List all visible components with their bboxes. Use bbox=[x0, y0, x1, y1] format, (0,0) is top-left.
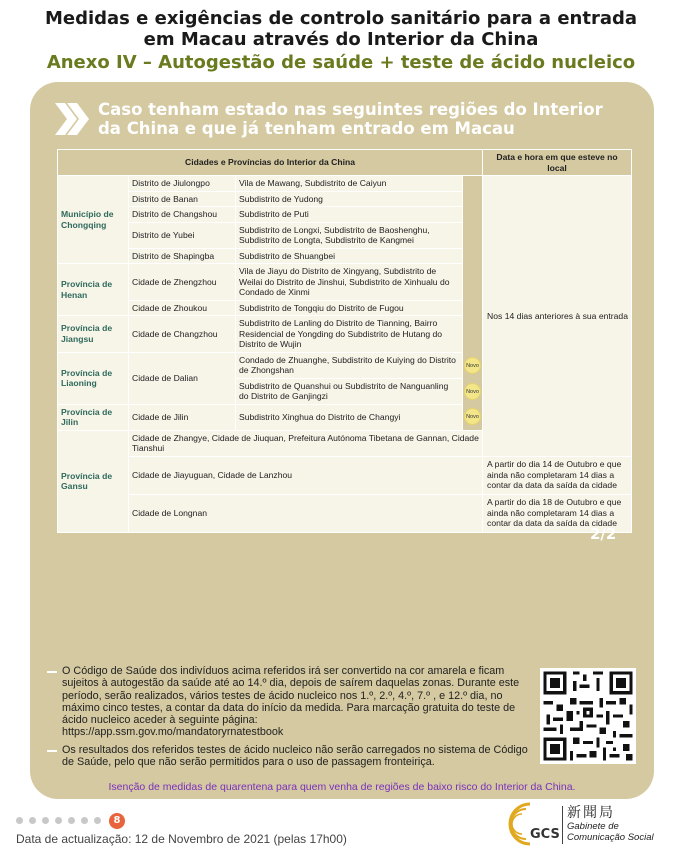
region-name: Província de Henan bbox=[58, 264, 129, 316]
district-cell: Distrito de Jiulongpo bbox=[129, 176, 236, 192]
logo-line2: Comunicação Social bbox=[567, 831, 654, 843]
update-date: Data de actualização: 12 de Novembro de 2021 (pelas 17h00) bbox=[16, 832, 347, 846]
subdistrict-cell: Subdistrito de Puti bbox=[236, 207, 463, 223]
notes bbox=[47, 665, 537, 773]
new-badge: Novo bbox=[464, 408, 481, 425]
badge-cell bbox=[463, 248, 483, 264]
table-row bbox=[58, 456, 632, 494]
district-cell: Cidade de Jiayuguan, Cidade de Lanzhou bbox=[129, 456, 483, 494]
page-number: 2/2 bbox=[590, 525, 617, 543]
page-title-line1: Medidas e exigências de controlo sanitário para a entrada bbox=[44, 8, 638, 29]
badge-cell bbox=[463, 222, 483, 248]
badge-cell bbox=[463, 300, 483, 316]
page-subtitle: Anexo IV – Autogestão de saúde + teste de ácido nucleico bbox=[46, 52, 636, 73]
page-title-line2: em Macau através do Interior da China bbox=[143, 29, 539, 50]
subdistrict-cell: Subdistrito de Shuangbei bbox=[236, 248, 463, 264]
subdistrict-cell: Condado de Zhuanghe, Subdistrito de Kuiying do Distrito de Zhongshan bbox=[236, 352, 463, 378]
table-header-row bbox=[58, 150, 632, 176]
district-cell: Cidade de Dalian bbox=[129, 352, 236, 404]
region-name: Província de Liaoning bbox=[58, 352, 129, 404]
section-title-line2: da China e que já tenham entrado em Macau bbox=[98, 119, 515, 138]
gcs-emblem-icon bbox=[500, 800, 560, 848]
page-dot[interactable] bbox=[29, 817, 36, 824]
logo-line1: Gabinete de bbox=[567, 821, 619, 832]
region-name: Província de Jiangsu bbox=[58, 316, 129, 353]
note-item bbox=[47, 665, 537, 739]
district-cell: Distrito de Banan bbox=[129, 191, 236, 207]
page-dot[interactable] bbox=[16, 817, 23, 824]
note1-text: O Código de Saúde dos indivíduos acima referidos irá ser convertido na cor amarela e ficam sujeitos à autogestão da saúde até ao 14.º dia, depois de saírem daquelas zonas. Durante este período, serão realizados, vários testes de ácido nucleico nos 1.º, 2.º, 4.º, 7.º , e 12.º dia, no máximo cinco testes, a contar da data do início da medida. Para marcação gratuita do teste de ácido nucleico aceder à seguinte página: bbox=[62, 665, 520, 727]
subdistrict-cell: Vila de Mawang, Subdistrito de Caiyun bbox=[236, 176, 463, 192]
page-dot[interactable] bbox=[42, 817, 49, 824]
badge-cell bbox=[463, 378, 483, 404]
page-dot-active[interactable]: 8 bbox=[109, 813, 125, 829]
subdistrict-cell: Vila de Jiayu do Distrito de Xingyang, Subdistrito de Weilai do Distrito de Jinshui, Subdistrito de Xinhualu do Condado de Xinmi bbox=[236, 264, 463, 301]
gcs-logo bbox=[500, 800, 676, 848]
badge-cell bbox=[463, 316, 483, 353]
subdistrict-cell: Subdistrito de Tongqiu do Distrito de Fugou bbox=[236, 300, 463, 316]
page-dot[interactable] bbox=[94, 817, 101, 824]
date-cell-main: Nos 14 dias anteriores à sua entrada bbox=[483, 176, 632, 457]
note2-text: Os resultados dos referidos testes de ácido nucleico não serão carregados no sistema de Código de Saúde, pelo que não serão permitidos para o uso de passagem fronteiriça. bbox=[62, 743, 528, 769]
district-cell: Cidade de Longnan bbox=[129, 494, 483, 532]
badge-cell bbox=[463, 352, 483, 378]
exemption-note: Isenção de medidas de quarentena para quem venha de regiões de baixo risco do Interior da China. bbox=[108, 781, 576, 793]
regions-table bbox=[57, 149, 632, 533]
district-cell: Distrito de Shapingba bbox=[129, 248, 236, 264]
note-item bbox=[47, 744, 537, 769]
subdistrict-cell: Subdistrito de Quanshui ou Subdistrito de Nanguanling do Distrito de Ganjingzi bbox=[236, 378, 463, 404]
booking-link[interactable]: https://app.ssm.gov.mo/mandatoryrnatestbook bbox=[62, 726, 284, 739]
district-cell: Cidade de Jilin bbox=[129, 404, 236, 430]
region-name: Província de Gansu bbox=[58, 430, 129, 532]
table-header-date: Data e hora em que esteve no local bbox=[483, 150, 632, 176]
double-chevron-icon bbox=[53, 101, 89, 137]
logo-portuguese bbox=[567, 822, 677, 843]
badge-cell bbox=[463, 207, 483, 223]
district-cell: Distrito de Changshou bbox=[129, 207, 236, 223]
header bbox=[0, 8, 682, 75]
subdistrict-cell: Subdistrito de Yudong bbox=[236, 191, 463, 207]
subdistrict-cell: Subdistrito de Lanling do Distrito de Tianning, Bairro Residencial de Yongding do Subdistrito de Hutang do Distrito de Wujin bbox=[236, 316, 463, 353]
logo-chinese: 新聞局 bbox=[567, 805, 615, 821]
district-cell: Cidade de Zhoukou bbox=[129, 300, 236, 316]
date-cell: A partir do dia 18 de Outubro e que ainda não completaram 14 dias a contar da data da saída da cidade bbox=[483, 494, 632, 532]
district-cell: Cidade de Zhengzhou bbox=[129, 264, 236, 301]
district-cell: Cidade de Zhangye, Cidade de Jiuquan, Prefeitura Autónoma Tibetana de Gannan, Cidade Tianshui bbox=[129, 430, 483, 456]
page-dot[interactable] bbox=[55, 817, 62, 824]
badge-cell bbox=[463, 191, 483, 207]
table-row bbox=[58, 176, 632, 192]
district-cell: Cidade de Changzhou bbox=[129, 316, 236, 353]
page-dot[interactable] bbox=[81, 817, 88, 824]
section-title bbox=[98, 100, 638, 138]
logo-divider bbox=[562, 806, 563, 844]
qr-code[interactable] bbox=[540, 668, 636, 764]
new-badge: Novo bbox=[464, 383, 481, 400]
badge-cell bbox=[463, 176, 483, 192]
dash-bullet bbox=[47, 671, 57, 673]
table-row bbox=[58, 494, 632, 532]
section-title-line1: Caso tenham estado nas seguintes regiões do Interior bbox=[98, 100, 603, 119]
new-badge: Novo bbox=[464, 357, 481, 374]
district-cell: Distrito de Yubei bbox=[129, 222, 236, 248]
dash-bullet bbox=[47, 750, 57, 752]
page-dot[interactable] bbox=[68, 817, 75, 824]
svg-text:GCS: GCS bbox=[530, 827, 560, 842]
region-name: Província de Jilin bbox=[58, 404, 129, 430]
badge-cell bbox=[463, 264, 483, 301]
region-name: Município de Chongqing bbox=[58, 176, 129, 264]
table-header-regions: Cidades e Províncias do Interior da China bbox=[58, 150, 483, 176]
date-cell: A partir do dia 14 de Outubro e que ainda não completaram 14 dias a contar da data da saída da cidade bbox=[483, 456, 632, 494]
subdistrict-cell: Subdistrito de Longxi, Subdistrito de Baoshenghu, Subdistrito de Longta, Subdistrito de Kangmei bbox=[236, 222, 463, 248]
badge-cell bbox=[463, 404, 483, 430]
subdistrict-cell: Subdistrito Xinghua do Distrito de Changyi bbox=[236, 404, 463, 430]
